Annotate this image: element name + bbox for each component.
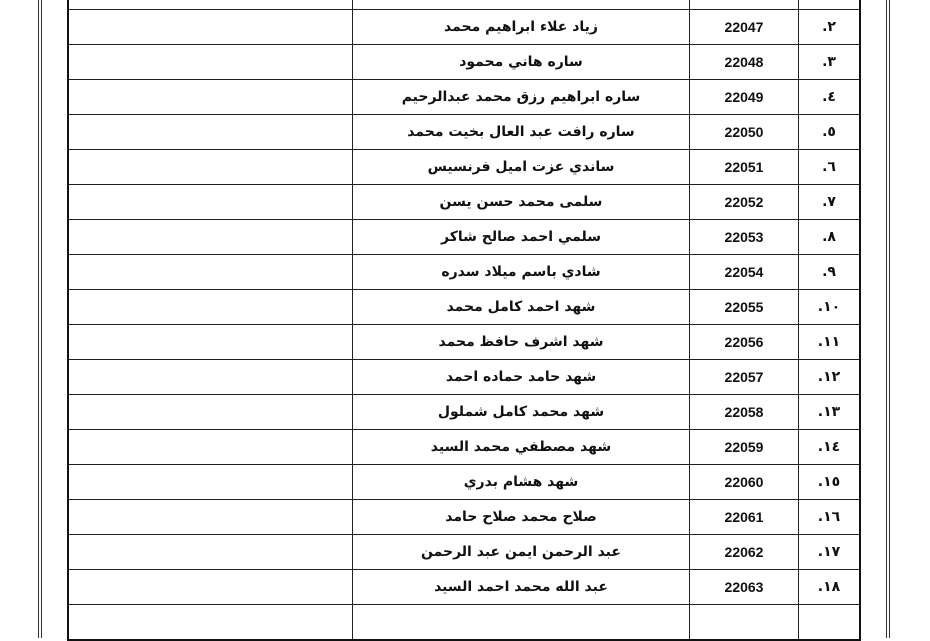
student-code-cell: 22052 (690, 185, 799, 220)
student-roster-table (67, 0, 861, 641)
student-name-cell: شهد مصطفي محمد السيد (353, 430, 690, 465)
student-name-cell: عبد الله محمد احمد السيد (353, 570, 690, 605)
student-name-cell: زياد علاء ابراهيم محمد (353, 10, 690, 45)
row-number-label: ١٨. (817, 579, 841, 595)
student-name-cell: شهد حامد حماده احمد (353, 360, 690, 395)
blank-cell (68, 150, 353, 185)
row-number-label: ٦. (822, 159, 836, 175)
student-code-cell: 22051 (690, 150, 799, 185)
student-code-cell: 22048 (690, 45, 799, 80)
row-number-cell (799, 570, 861, 605)
student-name-cell: ساندي عزت اميل فرنسيس (353, 150, 690, 185)
student-name-cell: صلاح محمد صلاح حامد (353, 500, 690, 535)
student-name-cell: شهد احمد كامل محمد (353, 290, 690, 325)
row-number-cell (799, 325, 861, 360)
student-code-cell: 22062 (690, 535, 799, 570)
row-number-label: ٩. (822, 264, 836, 280)
row-number-cell (799, 605, 861, 641)
student-name-cell: شهد هشام بدري (353, 465, 690, 500)
student-code-cell: 22047 (690, 10, 799, 45)
student-code-cell: 22057 (690, 360, 799, 395)
roster-body (68, 0, 860, 640)
row-number-label: ١١. (817, 334, 841, 350)
row-number-label: ٨. (822, 229, 836, 245)
table-row (68, 535, 860, 570)
table-row (68, 45, 860, 80)
student-name-cell: سلمى محمد حسن يسن (353, 185, 690, 220)
student-code-cell: 22056 (690, 325, 799, 360)
row-number-label: ١٤. (817, 439, 841, 455)
blank-cell (68, 290, 353, 325)
row-number-cell (799, 10, 861, 45)
table-row (68, 605, 860, 641)
blank-cell (68, 80, 353, 115)
student-name-cell: ساره ابراهيم رزق محمد عبدالرحيم (353, 80, 690, 115)
table-row (68, 360, 860, 395)
student-code-cell: 22053 (690, 220, 799, 255)
row-number-label: ٢. (822, 19, 836, 35)
table-row (68, 185, 860, 220)
blank-cell (68, 10, 353, 45)
table-row (68, 255, 860, 290)
blank-cell (68, 535, 353, 570)
table-row (68, 220, 860, 255)
blank-cell (68, 115, 353, 150)
table-row (68, 395, 860, 430)
row-number-cell (799, 535, 861, 570)
table-row (68, 150, 860, 185)
row-number-label: ٣. (822, 54, 836, 70)
table-row (68, 115, 860, 150)
table-row (68, 430, 860, 465)
student-code-cell: 22050 (690, 115, 799, 150)
blank-cell (68, 0, 353, 10)
row-number-cell (799, 80, 861, 115)
row-number-label: ٥. (822, 124, 836, 140)
student-name-cell: ساره هاني محمود (353, 45, 690, 80)
row-number-cell (799, 115, 861, 150)
student-code-cell: 22049 (690, 80, 799, 115)
student-name-cell: شهد محمد كامل شملول (353, 395, 690, 430)
row-number-label: ١٣. (817, 404, 841, 420)
row-number-cell (799, 290, 861, 325)
row-number-cell (799, 255, 861, 290)
student-code-cell: 22055 (690, 290, 799, 325)
row-number-label: ٤. (822, 89, 836, 105)
student-name-cell: ساره رافت عبد العال بخيت محمد (353, 115, 690, 150)
row-number-label: ١٧. (817, 544, 841, 560)
blank-cell (68, 570, 353, 605)
row-number-cell (799, 185, 861, 220)
table-row (68, 0, 860, 10)
student-code-cell (690, 605, 799, 641)
student-code-cell: 22060 (690, 465, 799, 500)
student-code-cell: 22054 (690, 255, 799, 290)
blank-cell (68, 185, 353, 220)
student-name-cell: سلمي احمد صالح شاكر (353, 220, 690, 255)
row-number-cell (799, 430, 861, 465)
student-name-cell (353, 605, 690, 641)
table-row (68, 80, 860, 115)
blank-cell (68, 465, 353, 500)
student-name-cell: عبد الرحمن ايمن عبد الرحمن (353, 535, 690, 570)
blank-cell (68, 45, 353, 80)
student-code-cell (690, 0, 799, 10)
table-row (68, 570, 860, 605)
blank-cell (68, 220, 353, 255)
row-number-cell (799, 150, 861, 185)
row-number-label: ١٥. (817, 474, 841, 490)
row-number-label: ١٢. (817, 369, 841, 385)
row-number-label: ٧. (822, 194, 836, 210)
row-number-label: ١٠. (817, 299, 841, 315)
row-number-cell (799, 465, 861, 500)
student-name-cell: شادي باسم ميلاد سدره (353, 255, 690, 290)
student-code-cell: 22058 (690, 395, 799, 430)
row-number-cell (799, 220, 861, 255)
row-number-cell (799, 0, 861, 10)
student-name-cell: شهد اشرف حافظ محمد (353, 325, 690, 360)
blank-cell (68, 500, 353, 535)
row-number-cell (799, 395, 861, 430)
table-row (68, 465, 860, 500)
table-row (68, 10, 860, 45)
table-row (68, 290, 860, 325)
student-name-cell (353, 0, 690, 10)
student-code-cell: 22061 (690, 500, 799, 535)
blank-cell (68, 325, 353, 360)
row-number-label: ١٦. (817, 509, 841, 525)
blank-cell (68, 255, 353, 290)
table-row (68, 325, 860, 360)
student-code-cell: 22063 (690, 570, 799, 605)
blank-cell (68, 605, 353, 641)
blank-cell (68, 395, 353, 430)
blank-cell (68, 430, 353, 465)
student-code-cell: 22059 (690, 430, 799, 465)
row-number-cell (799, 500, 861, 535)
table-row (68, 500, 860, 535)
row-number-cell (799, 360, 861, 395)
row-number-cell (799, 45, 861, 80)
blank-cell (68, 360, 353, 395)
